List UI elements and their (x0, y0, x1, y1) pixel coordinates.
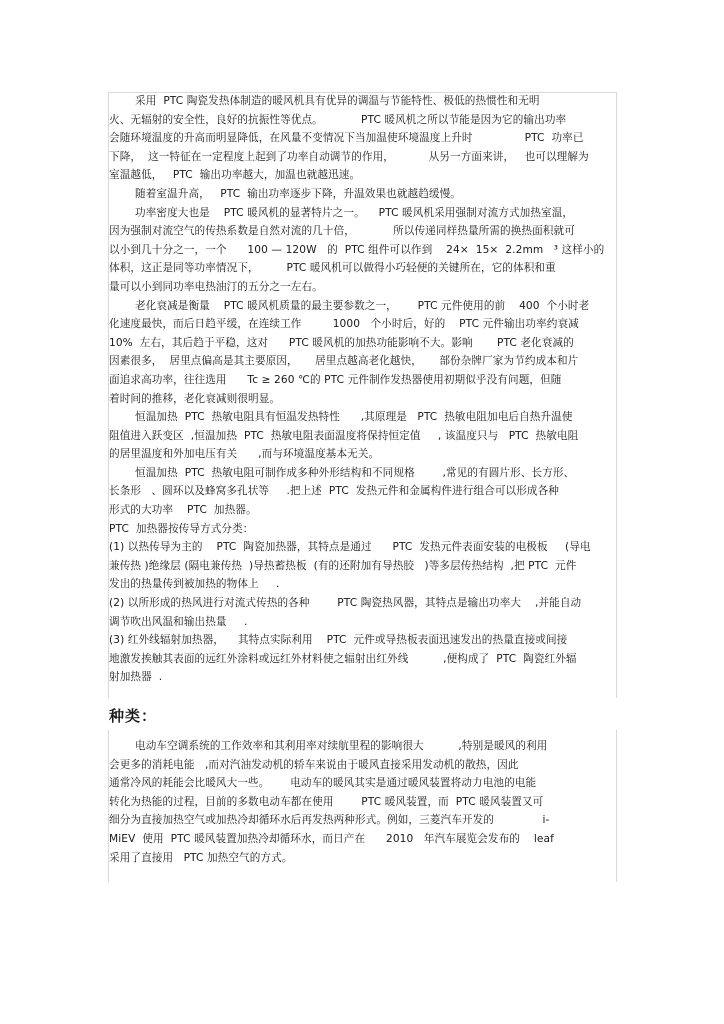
paragraph-line: 体积，这正是同等功率情况下， PTC 暖风机可以做得小巧轻便的关键所在，它的体积和重 (109, 262, 556, 275)
paragraph-line: 调节吹出风温和输出热量 . (109, 615, 248, 628)
paragraph-line: 功率密度大也是 PTC 暖风机的显著特片之一。 PTC 暖风机采用强制对流方式加热室温， (135, 206, 574, 219)
section-ptc-description (109, 92, 615, 687)
paragraph-line: 采用 PTC 陶瓷发热体制造的暖风机具有优异的调温与节能特性、极低的热惯性和无明 (135, 95, 540, 107)
paragraph-line: 发出的热量传到被加热的物体上 . (109, 578, 280, 591)
paragraph-line: 细分为直接加热空气或加热冷却循环水后再发热两种形式。例如，三菱汽车开发的 i- (109, 814, 550, 827)
paragraph-line: 室温越低， PTC 输出功率越大，加温也就越迅速。 (109, 169, 361, 182)
section-ev-heating (109, 737, 615, 867)
paragraph-line: 着时间的推移，老化衰减则很明显。 (109, 392, 281, 405)
paragraph-line: 10% 左右，其后趋于平稳，这对 PTC 暖风机的加热功能影响不大。影响 PTC 老化衰减的 (109, 336, 574, 349)
paragraph-line: MiEV 使用 PTC 暖风装置加热冷却循环水，而日产在 2010 年汽车展览会发布的 leaf (109, 832, 554, 845)
paragraph-line: PTC 加热器按传导方式分类： (109, 522, 254, 535)
paragraph-line: 采用了直接用 PTC 加热空气的方式。 (109, 851, 293, 864)
paragraph-line: 下降， 这一特征在一定程度上起到了功率自动调节的作用， 从另一方面来讲， 也可以理解为 (109, 150, 589, 163)
paragraph-line: 随着室温升高， PTC 输出功率逐步下降，升温效果也就越趋缓慢。 (135, 187, 462, 200)
paragraph-line: 兼传热 )绝缘层 (隔电兼传热 )导热蓄热板 (有的还附加有导热胶 )等多层传热结构 ,把 PTC 元件 (109, 559, 577, 572)
paragraph-line: 通常冷风的耗能会比暖风大一些。 电动车的暖风其实是通过暖风装置将动力电池的电能 (109, 777, 537, 790)
paragraph-line: 恒温加热 PTC 热敏电阻可制作成多种外形结构和不同规格 ,常见的有圆片形、长方形、 (135, 466, 575, 479)
paragraph-line: 因为强制对流空气的传热系数是自然对流的几十倍， 所以传递同样热量所需的换热面积就可 (109, 225, 575, 238)
paragraph-line: 会随环境温度的升高而明显降低，在风量不变情况下当加温使环境温度上升时 PTC 功率已 (109, 132, 584, 145)
paragraph-line: (3) 红外线辐射加热器， 其特点实际利用 PTC 元件或导热板表面迅速发出的热量直接或间接 (109, 634, 568, 647)
paragraph-line: 形式的大功率 PTC 加热器。 (109, 504, 257, 517)
paragraph-line: 面追求高功率，往往选用 Tc ≥ 260 ℃的 PTC 元件制作发热器使用初期似乎没有问题，但随 (109, 373, 562, 386)
paragraph-line: 电动车空调系统的工作效率和其利用率对续航里程的影响很大 ,特别是暖风的利用 (135, 740, 548, 752)
paragraph-line: (2) 以所形成的热风进行对流式传热的各种 PTC 陶瓷热风器，其特点是输出功率大 ,并能自动 (109, 597, 582, 610)
paragraph-line: 的居里温度和外加电压有关 ,而与环境温度基本无关。 (109, 448, 380, 461)
paragraph-line: 化速度最快，而后日趋平缓，在连续工作 1000 个小时后，好的 PTC 元件输出功率约衰减 (109, 318, 579, 331)
paragraph-line: 火、无辐射的安全性，良好的抗振性等优点。 PTC 暖风机之所以节能是因为它的输出功率 (109, 113, 567, 126)
paragraph-line: 射加热器 . (109, 671, 163, 684)
paragraph-line: 会更多的消耗电能 ,而对汽油发动机的轿车来说由于暖风直接采用发动机的散热，因此 (109, 758, 519, 771)
paragraph-line: 量可以小到同功率电热油汀的五分之一左右。 (109, 280, 323, 293)
paragraph-line: 老化衰减是衡量 PTC 暖风机质量的最主要参数之一， PTC 元件使用的前 400 个小时老 (135, 299, 590, 312)
section-heading-types: 种类： (109, 707, 158, 725)
paragraph-line: 转化为热能的过程，目前的多数电动车都在使用 PTC 暖风装置，而 PTC 暖风装置又可 (109, 795, 544, 808)
paragraph-line: (1) 以热传导为主的 PTC 陶瓷加热器，其特点是通过 PTC 发热元件表面安装的电极板 (导电 (109, 541, 591, 554)
paragraph-line: 因素很多， 居里点偏高是其主要原因， 居里点越高老化越快， 部份杂牌厂家为节约成本和片 (109, 355, 579, 368)
paragraph-line: 恒温加热 PTC 热敏电阻具有恒温发热特性 ,其原理是 PTC 热敏电阻加电后自热升温使 (135, 411, 573, 424)
paragraph-line: 地激发挨触其表面的远红外涂料或远红外材料使之辐射出红外线 ,便构成了 PTC 陶瓷红外辐 (109, 652, 577, 665)
paragraph-line: 阻值进入跃变区 ,恒温加热 PTC 热敏电阻表面温度将保持恒定值 , 该温度只与 PTC 热敏电阻 (109, 429, 579, 442)
paragraph-line: 长条形 、圆环以及蜂窝多孔状等 .把上述 PTC 发热元件和金属构件进行组合可以形成各种 (109, 485, 559, 498)
paragraph-line: 以小到几十分之一，一个 100 — 120W 的 PTC 组件可以作到 24× 15× 2.2mm ³ 这样小的 (109, 243, 605, 256)
